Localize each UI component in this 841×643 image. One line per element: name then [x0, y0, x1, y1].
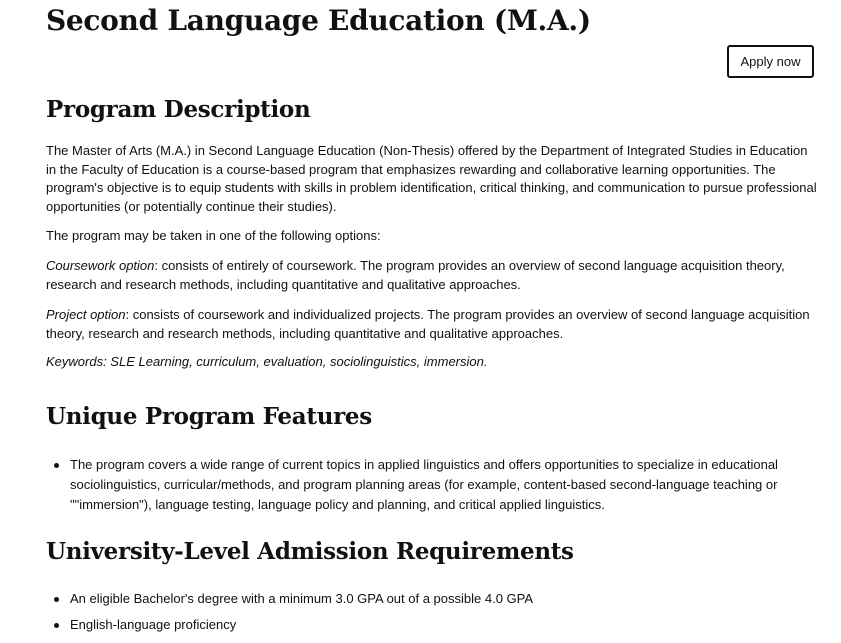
program-name: Master of Arts (M.A.) in Second Language Education (Non-Thesis) [72, 143, 455, 158]
list-item [46, 589, 818, 609]
features-list [46, 455, 818, 515]
coursework-option-text: : consists of entirely of coursework. The program provides an overview of second language acquisition theory, research and research methods, including quantitative and qualitative approaches. [46, 258, 785, 292]
coursework-option-label: Coursework option [46, 258, 155, 273]
coursework-option-paragraph [46, 257, 818, 294]
project-option-text: : consists of coursework and individualized projects. The program provides an overview of second language acquisition theory, research and research methods, including quantitative and qualitative approaches. [46, 307, 810, 341]
list-item [46, 615, 818, 635]
keywords: Keywords: SLE Learning, curriculum, evaluation, sociolinguistics, immersion. [46, 354, 488, 369]
intro-prefix: The [46, 143, 73, 158]
bullet-icon [54, 463, 59, 468]
feature-text: The program covers a wide range of current topics in applied linguistics and offers opportunities to specialize in educational sociolinguistics, curricular/methods, and program planning areas (for example, content-based second-language teaching or ""immersion"), language testing, language policy and planning, and critical applied linguistics. [70, 457, 778, 512]
intro-rest: offered by the Department of Integrated Studies in Education in the Faculty of Education is a course-based program that emphasizes rewarding and collaborative learning opportunities. The program's objective is to equip students with skills in problem identification, critical thinking, and communication to pursue professional opportunities (or potentially continue their studies). [46, 143, 817, 214]
project-option-paragraph [46, 306, 818, 343]
bullet-icon [54, 597, 59, 602]
unique-features-heading: Unique Program Features [46, 403, 372, 430]
admission-requirement-text: An eligible Bachelor's degree with a minimum 3.0 GPA out of a possible 4.0 GPA [70, 591, 534, 606]
admission-requirements-heading: University-Level Admission Requirements [46, 538, 574, 565]
program-description-paragraph [46, 142, 818, 216]
admission-requirement-text: English-language proficiency [70, 617, 237, 632]
project-option-label: Project option [46, 307, 126, 322]
options-intro: The program may be taken in one of the following options: [46, 228, 381, 243]
page-title: Second Language Education (M.A.) [46, 4, 591, 37]
list-item [46, 455, 818, 515]
admission-list [46, 589, 818, 641]
bullet-icon [54, 623, 59, 628]
apply-now-button[interactable]: Apply now [727, 45, 814, 78]
program-description-heading: Program Description [46, 96, 311, 123]
